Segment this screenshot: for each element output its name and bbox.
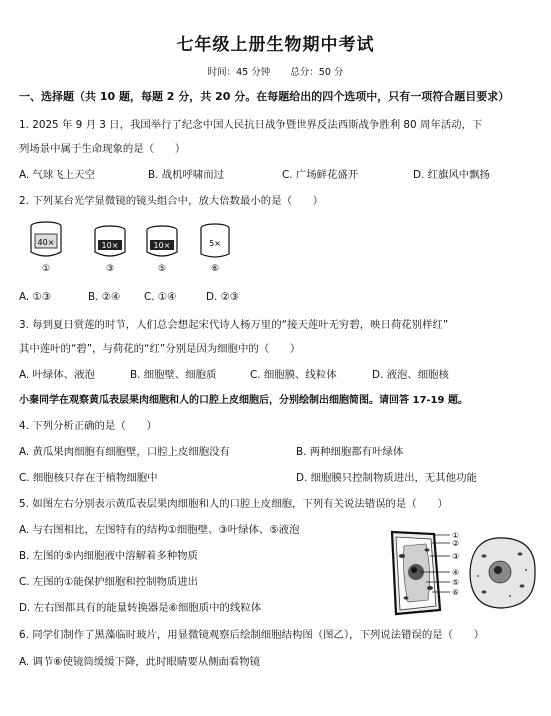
fig-label-3: ③ xyxy=(452,552,460,561)
lens-1-num: ① xyxy=(41,264,51,274)
q1-stem-line1: 1. 2025 年 9 月 3 日，我国举行了纪念中国人民抗日战争暨世界反法西斯战争胜利 80 周年活动，下 xyxy=(19,119,483,131)
lens-3-icon xyxy=(147,226,177,274)
q5-stem: 5. 如图左右分别表示黄瓜表层果肉细胞和人的口腔上皮细胞，下列有关说法错误的是（ ） xyxy=(19,498,448,510)
q5-option-b[interactable]: B. 左图的⑤内细胞液中溶解着多种物质 xyxy=(19,550,198,562)
q3-stem-line1: 3. 每到夏日赏莲的时节，人们总会想起宋代诗人杨万里的“接天莲叶无穷碧，映日荷花别样红” xyxy=(19,319,449,331)
q2-stem: 2. 下列某台光学显微镜的镜头组合中，放大倍数最小的是（ ） xyxy=(19,195,324,207)
section-heading: 一、选择题（共 10 题，每题 2 分，共 20 分。在每题给出的四个选项中，只有一项符合题目要求） xyxy=(19,90,510,103)
exam-time: 时间：45 分钟 xyxy=(207,67,271,78)
q5-cell-figure xyxy=(380,526,540,620)
exam-score: 总分：50 分 xyxy=(290,67,344,78)
q4-stem: 4. 下列分析正确的是（ ） xyxy=(19,420,157,432)
fig-label-2: ② xyxy=(452,539,460,548)
q5-option-c[interactable]: C. 左图的①能保护细胞和控制物质进出 xyxy=(19,576,199,588)
lens-4-mag: 5× xyxy=(209,239,221,248)
exam-meta xyxy=(0,64,551,78)
q3-option-c[interactable]: C. 细胞膜、线粒体 xyxy=(250,369,337,381)
q3-option-a[interactable]: A. 叶绿体、液泡 xyxy=(19,369,95,381)
q2-option-d[interactable]: D. ②③ xyxy=(206,291,240,303)
q3-option-d[interactable]: D. 液泡、细胞核 xyxy=(372,369,449,381)
q2-lens-figure xyxy=(14,218,254,278)
lens-2-mag: 10× xyxy=(101,241,119,250)
q4-option-a[interactable]: A. 黄瓜果肉细胞有细胞壁，口腔上皮细胞没有 xyxy=(19,446,230,458)
q1-option-b[interactable]: B. 战机呼啸而过 xyxy=(148,169,225,181)
lens-2-icon xyxy=(95,226,125,274)
fig-label-5: ⑤ xyxy=(452,578,460,587)
fig-label-6: ⑥ xyxy=(452,588,460,597)
plant-cell-figure xyxy=(392,532,440,614)
q2-option-a[interactable]: A. ①③ xyxy=(19,291,52,303)
q6-stem: 6. 同学们制作了黑藻临时玻片，用显微镜观察后绘制细胞结构图（图乙），下列说法错误的是（ ） xyxy=(19,629,485,641)
q3-option-b[interactable]: B. 细胞壁、细胞质 xyxy=(130,369,217,381)
q2-option-b[interactable]: B. ②④ xyxy=(88,291,121,303)
page-title: 七年级上册生物期中考试 xyxy=(176,35,375,55)
q5-option-a[interactable]: A. 与右图相比，左图特有的结构①细胞壁、③叶绿体、⑤液泡 xyxy=(19,524,300,536)
q4-option-b[interactable]: B. 两种细胞都有叶绿体 xyxy=(296,446,404,458)
figure-number-labels xyxy=(452,531,459,597)
lens-4-icon xyxy=(201,224,229,274)
lens-1-mag: 40× xyxy=(37,238,55,247)
animal-cell-figure xyxy=(470,538,535,608)
lens-4-num: ⑥ xyxy=(210,264,220,274)
q1-stem-line2: 列场景中属于生命现象的是（ ） xyxy=(19,143,186,155)
q1-option-a[interactable]: A. 气球飞上天空 xyxy=(19,169,95,181)
q4-option-c[interactable]: C. 细胞核只存在于植物细胞中 xyxy=(19,472,158,484)
lens-2-num: ③ xyxy=(105,264,115,274)
q2-option-c[interactable]: C. ①④ xyxy=(144,291,177,303)
q4-option-d[interactable]: D. 细胞膜只控制物质进出，无其他功能 xyxy=(296,472,477,484)
fig-label-4: ④ xyxy=(452,568,460,577)
q5-option-d[interactable]: D. 左右图都具有的能量转换器是⑥细胞质中的线粒体 xyxy=(19,602,262,614)
fig-label-1: ① xyxy=(452,531,460,540)
q3-stem-line2: 其中莲叶的“碧”，与荷花的“红”分别是因为细胞中的（ ） xyxy=(19,343,301,355)
q6-option-a[interactable]: A. 调节⑥使镜筒缓缓下降，此时眼睛要从侧面看物镜 xyxy=(19,656,261,668)
intro-text: 小秦同学在观察黄瓜表层果肉细胞和人的口腔上皮细胞后，分别绘制出细胞简图。请回答 17-19 题。 xyxy=(19,395,468,406)
lens-1-icon xyxy=(31,222,61,274)
q1-option-d[interactable]: D. 红旗风中飘扬 xyxy=(413,169,490,181)
lens-3-num: ⑤ xyxy=(157,264,167,274)
q1-option-c[interactable]: C. 广场鲜花盛开 xyxy=(282,169,359,181)
lens-3-mag: 10× xyxy=(153,241,171,250)
